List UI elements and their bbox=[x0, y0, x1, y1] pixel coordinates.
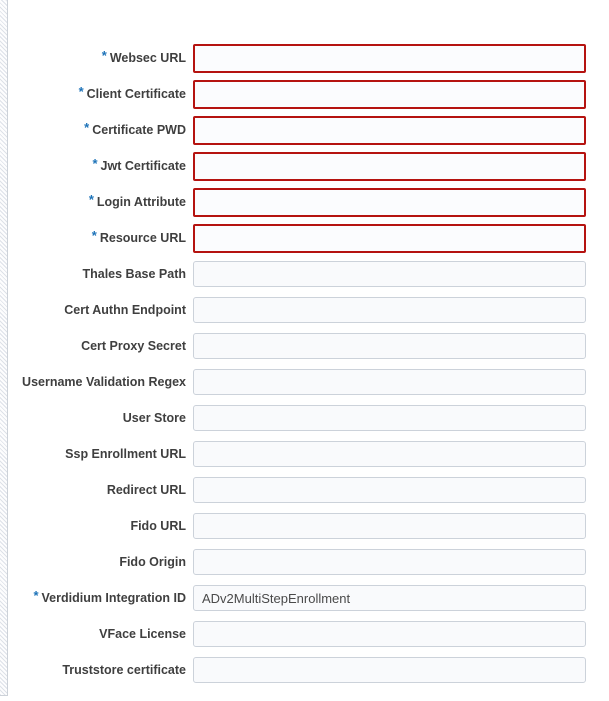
field-label-text: Username Validation Regex bbox=[22, 374, 186, 389]
jwt-certificate-label bbox=[9, 156, 193, 174]
required-asterisk: * bbox=[101, 48, 107, 64]
form-row-cert-proxy-secret bbox=[9, 328, 586, 364]
fido-url-input[interactable] bbox=[193, 513, 586, 539]
form-row-redirect-url bbox=[9, 472, 586, 508]
jwt-certificate-input[interactable] bbox=[193, 152, 586, 181]
form-row-jwt-certificate bbox=[9, 148, 586, 184]
form-row-username-validation-regex bbox=[9, 364, 586, 400]
form-row-truststore-certificate bbox=[9, 652, 586, 688]
thales-base-path-input[interactable] bbox=[193, 261, 586, 287]
field-label-text: Websec URL bbox=[109, 51, 186, 66]
field-label-text: Truststore certificate bbox=[62, 662, 186, 677]
field-label-text: User Store bbox=[122, 410, 186, 425]
redirect-url-label bbox=[9, 484, 193, 497]
truststore-certificate-input[interactable] bbox=[193, 657, 586, 683]
field-label-text: Thales Base Path bbox=[82, 266, 186, 281]
client-certificate-input[interactable] bbox=[193, 80, 586, 109]
form-row-thales-base-path bbox=[9, 256, 586, 292]
verdidium-integration-id-input[interactable] bbox=[193, 585, 586, 611]
field-label-text: Client Certificate bbox=[86, 87, 186, 102]
username-validation-regex-label bbox=[9, 376, 193, 389]
form-panel bbox=[9, 40, 586, 688]
resource-url-input[interactable] bbox=[193, 224, 586, 253]
form-row-resource-url bbox=[9, 220, 586, 256]
field-label-text: Jwt Certificate bbox=[100, 159, 186, 174]
form-row-ssp-enrollment-url bbox=[9, 436, 586, 472]
field-label-text: Login Attribute bbox=[96, 195, 186, 210]
resource-url-label bbox=[9, 228, 193, 246]
login-attribute-label bbox=[9, 192, 193, 210]
required-asterisk: * bbox=[78, 84, 84, 100]
required-asterisk: * bbox=[91, 228, 97, 244]
certificate-pwd-label bbox=[9, 120, 193, 138]
field-label-text: Ssp Enrollment URL bbox=[65, 446, 186, 461]
form-row-user-store bbox=[9, 400, 586, 436]
required-asterisk: * bbox=[33, 588, 39, 604]
field-label-text: Certificate PWD bbox=[92, 123, 186, 138]
form-row-certificate-pwd bbox=[9, 112, 586, 148]
user-store-label bbox=[9, 412, 193, 425]
panel-splitter-gutter[interactable] bbox=[0, 0, 8, 696]
username-validation-regex-input[interactable] bbox=[193, 369, 586, 395]
redirect-url-input[interactable] bbox=[193, 477, 586, 503]
form-row-websec-url bbox=[9, 40, 586, 76]
fido-origin-label bbox=[9, 556, 193, 569]
cert-authn-endpoint-label bbox=[9, 304, 193, 317]
field-label-text: Verdidium Integration ID bbox=[41, 591, 186, 606]
verdidium-integration-id-label bbox=[9, 588, 193, 606]
field-label-text: Cert Authn Endpoint bbox=[64, 302, 186, 317]
cert-proxy-secret-label bbox=[9, 340, 193, 353]
vface-license-label bbox=[9, 628, 193, 641]
websec-url-input[interactable] bbox=[193, 44, 586, 73]
ssp-enrollment-url-input[interactable] bbox=[193, 441, 586, 467]
field-label-text: Cert Proxy Secret bbox=[81, 338, 186, 353]
certificate-pwd-input[interactable] bbox=[193, 116, 586, 145]
user-store-input[interactable] bbox=[193, 405, 586, 431]
ssp-enrollment-url-label bbox=[9, 448, 193, 461]
fido-origin-input[interactable] bbox=[193, 549, 586, 575]
cert-proxy-secret-input[interactable] bbox=[193, 333, 586, 359]
form-row-verdidium-integration-id bbox=[9, 580, 586, 616]
field-label-text: Fido Origin bbox=[119, 554, 186, 569]
thales-base-path-label bbox=[9, 268, 193, 281]
websec-url-label bbox=[9, 48, 193, 66]
field-label-text: Fido URL bbox=[130, 518, 186, 533]
truststore-certificate-label bbox=[9, 664, 193, 677]
fido-url-label bbox=[9, 520, 193, 533]
required-asterisk: * bbox=[84, 120, 90, 136]
form-row-login-attribute bbox=[9, 184, 586, 220]
form-row-fido-url bbox=[9, 508, 586, 544]
required-asterisk: * bbox=[92, 156, 98, 172]
form-row-client-certificate bbox=[9, 76, 586, 112]
connection-settings-form bbox=[9, 40, 586, 688]
client-certificate-label bbox=[9, 84, 193, 102]
login-attribute-input[interactable] bbox=[193, 188, 586, 217]
vface-license-input[interactable] bbox=[193, 621, 586, 647]
form-row-vface-license bbox=[9, 616, 586, 652]
form-row-fido-origin bbox=[9, 544, 586, 580]
field-label-text: Redirect URL bbox=[106, 482, 186, 497]
cert-authn-endpoint-input[interactable] bbox=[193, 297, 586, 323]
required-asterisk: * bbox=[88, 192, 94, 208]
field-label-text: Resource URL bbox=[99, 231, 186, 246]
field-label-text: VFace License bbox=[99, 626, 186, 641]
form-row-cert-authn-endpoint bbox=[9, 292, 586, 328]
